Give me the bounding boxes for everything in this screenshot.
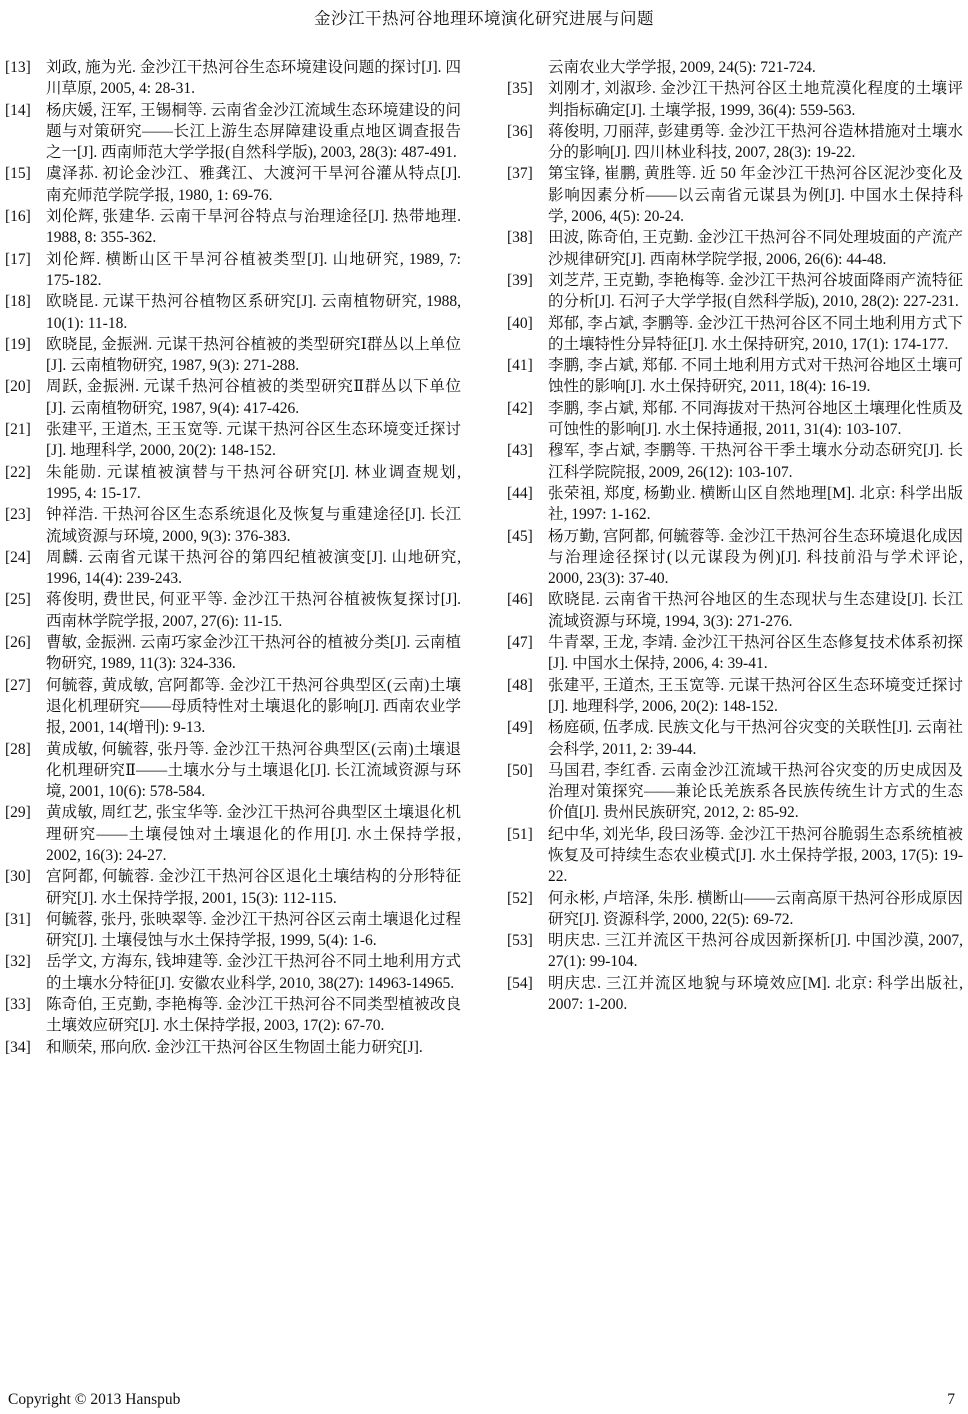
- reference-text: 蒋俊明, 刀丽萍, 彭建勇等. 金沙江干热河谷造林措施对土壤水分的影响[J]. 四川林业科技, 2007, 28(3): 19-22.: [548, 122, 963, 162]
- reference-item: [507, 163, 963, 227]
- reference-number: [24]: [5, 548, 31, 566]
- reference-number: [28]: [5, 740, 31, 758]
- reference-text: 欧晓昆. 云南省干热河谷地区的生态现状与生态建设[J]. 长江流域资源与环境, 1994, 3(3): 271-276.: [548, 591, 963, 630]
- reference-item: [507, 526, 963, 590]
- reference-number: [26]: [5, 634, 31, 652]
- reference-text: 牛青翠, 王龙, 李靖. 金沙江干热河谷区生态修复技术体系初探[J]. 中国水土保持, 2006, 4: 39-41.: [548, 634, 963, 673]
- reference-text: 杨万勤, 宫阿都, 何毓蓉等. 金沙江干热河谷生态环境退化成因与治理途径探讨(以元谋段为例)[J]. 科技前沿与学术评论, 2000, 23(3): 37-40.: [548, 527, 963, 588]
- reference-text: 何毓蓉, 张丹, 张映翠等. 金沙江干热河谷区云南土壤退化过程研究[J]. 土壤侵蚀与水土保持学报, 1999, 5(4): 1-6.: [46, 910, 461, 950]
- reference-number: [34]: [5, 1038, 31, 1056]
- reference-number: [41]: [507, 357, 533, 375]
- reference-text: 刘伦辉. 横断山区干旱河谷植被类型[J]. 山地研究, 1989, 7: 175-182.: [46, 250, 461, 289]
- reference-item: [5, 739, 461, 803]
- reference-text: 虞泽荪. 初论金沙江、雅龚江、大渡河干旱河谷灌从特点[J]. 南充师范学院学报, 1980, 1: 69-76.: [46, 165, 461, 204]
- reference-text: 张建平, 王道杰, 王玉宽等. 元谋干热河谷区生态环境变迁探讨[J]. 地理科学, 2006, 20(2): 148-152.: [548, 676, 963, 715]
- reference-number: [48]: [507, 676, 533, 694]
- reference-text: 杨庆媛, 汪军, 王锡桐等. 云南省金沙江流域生态环境建设的问题与对策研究——长江上游生态屏障建设重点地区调查报告之一[J]. 西南师范大学学报(自然科学版), 2003, 28(3): 487-491.: [46, 101, 461, 162]
- reference-text: 曹敏, 金振洲. 云南巧家金沙江干热河谷的植被分类[J]. 云南植物研究, 1989, 11(3): 324-336.: [46, 634, 461, 673]
- reference-item: [5, 57, 461, 100]
- reference-item: [5, 909, 461, 952]
- reference-text: 朱能勋. 元谋植被演替与干热河谷研究[J]. 林业调查规划, 1995, 4: 15-17.: [46, 463, 461, 502]
- reference-number: [21]: [5, 421, 31, 439]
- reference-item: [5, 802, 461, 866]
- reference-item: [507, 440, 963, 483]
- reference-number: [44]: [507, 484, 533, 502]
- reference-item: [507, 632, 963, 675]
- reference-item: [507, 930, 963, 973]
- reference-number: [51]: [507, 825, 533, 843]
- reference-text: 和顺荣, 邢向欣. 金沙江干热河谷区生物固土能力研究[J].: [46, 1038, 423, 1056]
- reference-item: [5, 249, 461, 292]
- reference-text: 穆军, 李占斌, 李鹏等. 干热河谷干季土壤水分动态研究[J]. 长江科学院院报, 2009, 26(12): 103-107.: [548, 442, 963, 481]
- reference-text: 刘政, 施为光. 金沙江干热河谷生态环境建设问题的探讨[J]. 四川草原, 2005, 4: 28-31.: [46, 59, 461, 98]
- reference-number: [30]: [5, 868, 31, 886]
- reference-text: 蒋俊明, 费世民, 何亚平等. 金沙江干热河谷植被恢复探讨[J]. 西南林学院学报, 2007, 27(6): 11-15.: [46, 591, 461, 630]
- reference-item: [5, 632, 461, 675]
- reference-text: 杨庭硕, 伍孝成. 民族文化与干热河谷灾变的关联性[J]. 云南社会科学, 2011, 2: 39-44.: [548, 719, 963, 758]
- reference-number: [25]: [5, 591, 31, 609]
- reference-text: 明庆忠. 三江并流区地貌与环境效应[M]. 北京: 科学出版社, 2007: 1-200.: [548, 974, 963, 1014]
- reference-text: 田波, 陈奇伯, 王克勤. 金沙江干热河谷不同处理坡面的产流产沙规律研究[J]. 西南林学院学报, 2006, 26(6): 44-48.: [548, 229, 963, 268]
- reference-number: [47]: [507, 634, 533, 652]
- reference-item: [5, 547, 461, 590]
- reference-item: [507, 355, 963, 398]
- references-column-left: [5, 57, 461, 1058]
- reference-text: 何永彬, 卢培泽, 朱彤. 横断山——云南高原干热河谷形成原因研究[J]. 资源科学, 2000, 22(5): 69-72.: [548, 889, 963, 928]
- reference-number: [40]: [507, 314, 533, 332]
- reference-item: [507, 313, 963, 356]
- reference-text: 明庆忠. 三江并流区干热河谷成因新探析[J]. 中国沙漠, 2007, 27(1): 99-104.: [548, 932, 963, 971]
- reference-number: [38]: [507, 229, 533, 247]
- reference-item: [507, 121, 963, 164]
- reference-number: [52]: [507, 889, 533, 907]
- reference-item: [5, 334, 461, 377]
- reference-text: 周跃, 金振洲. 元谋千热河谷植被的类型研究Ⅱ群丛以下单位[J]. 云南植物研究, 1987, 9(4): 417-426.: [46, 378, 461, 417]
- reference-number: [45]: [507, 527, 533, 545]
- reference-item: [5, 589, 461, 632]
- reference-item: [5, 1037, 461, 1058]
- reference-list-right: [507, 78, 963, 1015]
- reference-text: 欧晓昆. 元谋干热河谷植物区系研究[J]. 云南植物研究, 1988, 10(1): 11-18.: [46, 293, 461, 332]
- reference-number: [14]: [5, 101, 31, 119]
- reference-text: 李鹏, 李占斌, 郑郁. 不同海拔对干热河谷地区土壤理化性质及可蚀性的影响[J]. 水土保持通报, 2011, 31(4): 103-107.: [548, 399, 963, 439]
- reference-number: [31]: [5, 910, 31, 928]
- reference-number: [22]: [5, 463, 31, 481]
- reference-item: [5, 291, 461, 334]
- reference-number: [18]: [5, 293, 31, 311]
- reference-number: [35]: [507, 80, 533, 98]
- reference-number: [39]: [507, 271, 533, 289]
- reference-text: 李鹏, 李占斌, 郑郁. 不同土地利用方式对干热河谷地区土壤可蚀性的影响[J]. 水土保持研究, 2011, 18(4): 16-19.: [548, 357, 963, 396]
- reference-number: [27]: [5, 676, 31, 694]
- reference-item: [507, 888, 963, 931]
- reference-item: [507, 973, 963, 1016]
- reference-item: [5, 376, 461, 419]
- reference-item: [507, 717, 963, 760]
- reference-text: 岳学文, 方海东, 钱坤建等. 金沙江干热河谷不同土地利用方式的土壤水分特征[J]. 安徽农业科学, 2010, 38(27): 14963-14965.: [46, 953, 461, 992]
- references-column-right: [507, 57, 963, 1058]
- reference-text: 张荣祖, 郑度, 杨勤业. 横断山区自然地理[M]. 北京: 科学出版社, 1997: 1-162.: [548, 484, 963, 524]
- reference-text: 纪中华, 刘光华, 段曰汤等. 金沙江干热河谷脆弱生态系统植被恢复及可持续生态农业模式[J]. 水土保持学报, 2003, 17(5): 19-22.: [548, 825, 963, 886]
- reference-item: [507, 589, 963, 632]
- reference-text: 刘伦辉, 张建华. 云南干旱河谷特点与治理途径[J]. 热带地理. 1988, 8: 355-362.: [46, 208, 461, 247]
- reference-number: [20]: [5, 378, 31, 396]
- reference-number: [43]: [507, 442, 533, 460]
- reference-number: [29]: [5, 804, 31, 822]
- reference-text: 欧晓昆, 金振洲. 元谋干热河谷植被的类型研究Ⅰ群丛以上单位[J]. 云南植物研究, 1987, 9(3): 271-288.: [46, 335, 461, 375]
- page-number: 7: [947, 1391, 955, 1408]
- reference-text: 刘刚才, 刘淑珍. 金沙江干热河谷区土地荒漠化程度的土壤评判指标确定[J]. 土壤学报, 1999, 36(4): 559-563.: [548, 80, 963, 119]
- reference-item: [507, 78, 963, 121]
- copyright-text: Copyright © 2013 Hanspub: [8, 1391, 181, 1408]
- reference-text: 何毓蓉, 黄成敏, 宫阿都等. 金沙江干热河谷典型区(云南)土壤退化机理研究——母质特性对土壤退化的影响[J]. 西南农业学报, 2001, 14(增刊): 9-13.: [46, 676, 461, 737]
- reference-text: 郑郁, 李占斌, 李鹏等. 金沙江干热河谷区不同土地利用方式下的土壤特性分异特征[J]. 水土保持研究, 2010, 17(1): 174-177.: [548, 314, 963, 353]
- reference-item: [5, 100, 461, 164]
- page-footer: [8, 1391, 955, 1409]
- reference-item: [5, 206, 461, 249]
- reference-item: [507, 824, 963, 888]
- reference-item: [5, 163, 461, 206]
- reference-text: 第宝锋, 崔鹏, 黄胜等. 近 50 年金沙江干热河谷区泥沙变化及影响因素分析——以云南省元谋县为例[J]. 中国水土保持科学, 2006, 4(5): 20-24.: [548, 165, 963, 226]
- references-section: [5, 57, 963, 1058]
- reference-list-left: [5, 57, 461, 1058]
- reference-carryover-text: 云南农业大学学报, 2009, 24(5): 721-724.: [548, 59, 816, 76]
- reference-text: 陈奇伯, 王克勤, 李艳梅等. 金沙江干热河谷不同类型植被改良土壤效应研究[J]. 水土保持学报, 2003, 17(2): 67-70.: [46, 996, 461, 1035]
- reference-text: 张建平, 王道杰, 王玉宽等. 元谋干热河谷区生态环境变迁探讨[J]. 地理科学, 2000, 20(2): 148-152.: [46, 421, 461, 460]
- reference-item: [5, 675, 461, 739]
- reference-number: [16]: [5, 208, 31, 226]
- reference-item: [5, 951, 461, 994]
- reference-item: [5, 419, 461, 462]
- reference-number: [32]: [5, 953, 31, 971]
- reference-item: [507, 675, 963, 718]
- reference-text: 黄成敏, 周红艺, 张宝华等. 金沙江干热河谷典型区土壤退化机理研究——土壤侵蚀对土壤退化的作用[J]. 水土保持学报, 2002, 16(3): 24-27.: [46, 804, 461, 864]
- reference-number: [33]: [5, 996, 31, 1014]
- reference-number: [19]: [5, 335, 31, 353]
- reference-text: 马国君, 李红香. 云南金沙江流域干热河谷灾变的历史成因及治理对策探究——兼论氐羌族系各民族传统生计方式的生态价值[J]. 贵州民族研究, 2012, 2: 85-92.: [548, 761, 963, 822]
- reference-item: [507, 760, 963, 824]
- reference-text: 刘芝芹, 王克勤, 李艳梅等. 金沙江干热河谷坡面降雨产流特征的分析[J]. 石河子大学学报(自然科学版), 2010, 28(2): 227-231.: [548, 271, 963, 311]
- reference-text: 黄成敏, 何毓蓉, 张丹等. 金沙江干热河谷典型区(云南)土壤退化机理研究Ⅱ——土壤水分与土壤退化[J]. 长江流域资源与环境, 2001, 10(6): 578-584.: [46, 740, 461, 801]
- reference-item: [507, 483, 963, 526]
- reference-text: 钟祥浩. 干热河谷区生态系统退化及恢复与重建途径[J]. 长江流域资源与环境, 2000, 9(3): 376-383.: [46, 506, 461, 545]
- reference-number: [23]: [5, 506, 31, 524]
- reference-number: [49]: [507, 719, 533, 737]
- reference-item: [5, 866, 461, 909]
- reference-item: [507, 227, 963, 270]
- reference-text: 周麟. 云南省元谋干热河谷的第四纪植被演变[J]. 山地研究, 1996, 14(4): 239-243.: [46, 548, 461, 588]
- reference-number: [36]: [507, 122, 533, 140]
- reference-item: [5, 994, 461, 1037]
- reference-number: [50]: [507, 761, 533, 779]
- reference-item: [5, 504, 461, 547]
- reference-number: [17]: [5, 250, 31, 268]
- reference-number: [13]: [5, 59, 31, 76]
- reference-text: 宫阿都, 何毓蓉. 金沙江干热河谷区退化土壤结构的分形特征研究[J]. 水土保持学报, 2001, 15(3): 112-115.: [46, 868, 461, 907]
- reference-number: [53]: [507, 932, 533, 950]
- reference-number: [54]: [507, 974, 533, 992]
- reference-item: [5, 462, 461, 505]
- page-header-title: 金沙江干热河谷地理环境演化研究进展与问题: [314, 9, 654, 28]
- reference-item: [507, 270, 963, 313]
- reference-number: [46]: [507, 591, 533, 609]
- reference-number: [42]: [507, 399, 533, 417]
- reference-number: [37]: [507, 165, 533, 183]
- reference-number: [15]: [5, 165, 31, 183]
- reference-item: [507, 398, 963, 441]
